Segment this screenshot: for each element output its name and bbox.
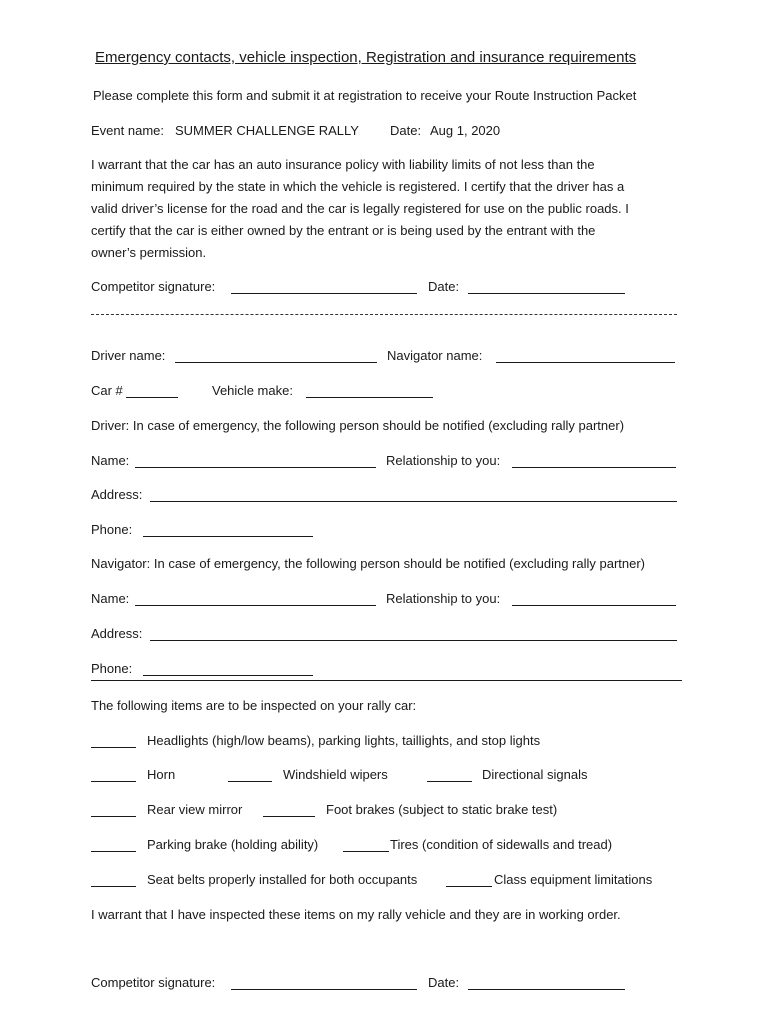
navigator-name-label: Navigator name: [387,348,483,363]
driver-relationship-label: Relationship to you: [386,453,501,468]
vehicle-make-field[interactable] [306,383,433,398]
horn-label: Horn [147,767,176,782]
event-name-value: SUMMER CHALLENGE RALLY [175,123,359,138]
seat-belts-check[interactable] [91,872,136,887]
competitor-signature-label: Competitor signature: [91,279,216,294]
driver-name-field[interactable] [175,348,377,363]
vehicle-make-label: Vehicle make: [212,383,293,398]
final-date-label: Date: [428,975,460,990]
tires-check[interactable] [343,837,389,852]
navigator-relationship-field[interactable] [512,591,676,606]
driver-name-label: Driver name: [91,348,166,363]
warranty-line: I warrant that the car has an auto insurance policy with liability limits of not less than the [91,157,595,172]
signature-date-label: Date: [428,279,460,294]
signals-check[interactable] [427,767,472,782]
navigator-contact-name-field[interactable] [135,591,376,606]
navigator-phone-label: Phone: [91,661,133,676]
wipers-check[interactable] [228,767,272,782]
mirror-check[interactable] [91,802,136,817]
class-equipment-check[interactable] [446,872,492,887]
car-number-field[interactable] [126,383,178,398]
form-title: Emergency contacts, vehicle inspection, Registration and insurance requirements [95,49,637,66]
headlights-check[interactable] [91,733,136,748]
warranty-line: owner’s permission. [91,245,207,260]
driver-contact-name-field[interactable] [135,453,376,468]
driver-address-label: Address: [91,487,143,502]
competitor-signature-field[interactable] [231,279,417,294]
driver-relationship-field[interactable] [512,453,676,468]
parking-brake-label: Parking brake (holding ability) [147,837,319,852]
navigator-address-label: Address: [91,626,143,641]
navigator-phone-field[interactable] [143,661,313,676]
event-date-label: Date: [390,123,422,138]
navigator-contact-name-label: Name: [91,591,130,606]
horn-check[interactable] [91,767,136,782]
parking-brake-check[interactable] [91,837,136,852]
event-date-value: Aug 1, 2020 [430,123,501,138]
signals-label: Directional signals [482,767,588,782]
warranty-line: valid driver’s license for the road and the car is legally registered for use on the public roads. I [91,201,629,216]
driver-phone-label: Phone: [91,522,133,537]
final-signature-label: Competitor signature: [91,975,216,990]
signature-date-field[interactable] [468,279,625,294]
event-name-label: Event name: [91,123,164,138]
section-divider [91,314,677,315]
final-date-field[interactable] [468,975,625,990]
driver-contact-name-label: Name: [91,453,130,468]
warranty-line: minimum required by the state in which the vehicle is registered. I certify that the driver has a [91,179,625,194]
navigator-relationship-label: Relationship to you: [386,591,501,606]
driver-emergency-heading: Driver: In case of emergency, the following person should be notified (excluding rally partner) [91,418,625,433]
headlights-label: Headlights (high/low beams), parking lights, taillights, and stop lights [147,733,541,748]
driver-address-field[interactable] [150,487,677,502]
mirror-label: Rear view mirror [147,802,243,817]
navigator-name-field[interactable] [496,348,675,363]
navigator-address-field[interactable] [150,626,677,641]
insurance-warranty-paragraph [91,154,671,264]
foot-brakes-label: Foot brakes (subject to static brake test) [326,802,558,817]
car-number-label: Car # [91,383,123,398]
inspection-heading: The following items are to be inspected on your rally car: [91,698,417,713]
final-signature-field[interactable] [231,975,417,990]
navigator-emergency-heading: Navigator: In case of emergency, the following person should be notified (excluding rally partner) [91,556,646,571]
seat-belts-label: Seat belts properly installed for both occupants [147,872,418,887]
class-equipment-label: Class equipment limitations [494,872,653,887]
warranty-line: certify that the car is either owned by the entrant or is being used by the entrant with the [91,223,596,238]
form-subtitle: Please complete this form and submit it at registration to receive your Route Instruction Packet [93,88,637,103]
foot-brakes-check[interactable] [263,802,315,817]
inspection-warrant: I warrant that I have inspected these items on my rally vehicle and they are in working order. [91,907,621,922]
section-rule [91,680,682,681]
wipers-label: Windshield wipers [283,767,388,782]
driver-phone-field[interactable] [143,522,313,537]
tires-label: Tires (condition of sidewalls and tread) [390,837,613,852]
